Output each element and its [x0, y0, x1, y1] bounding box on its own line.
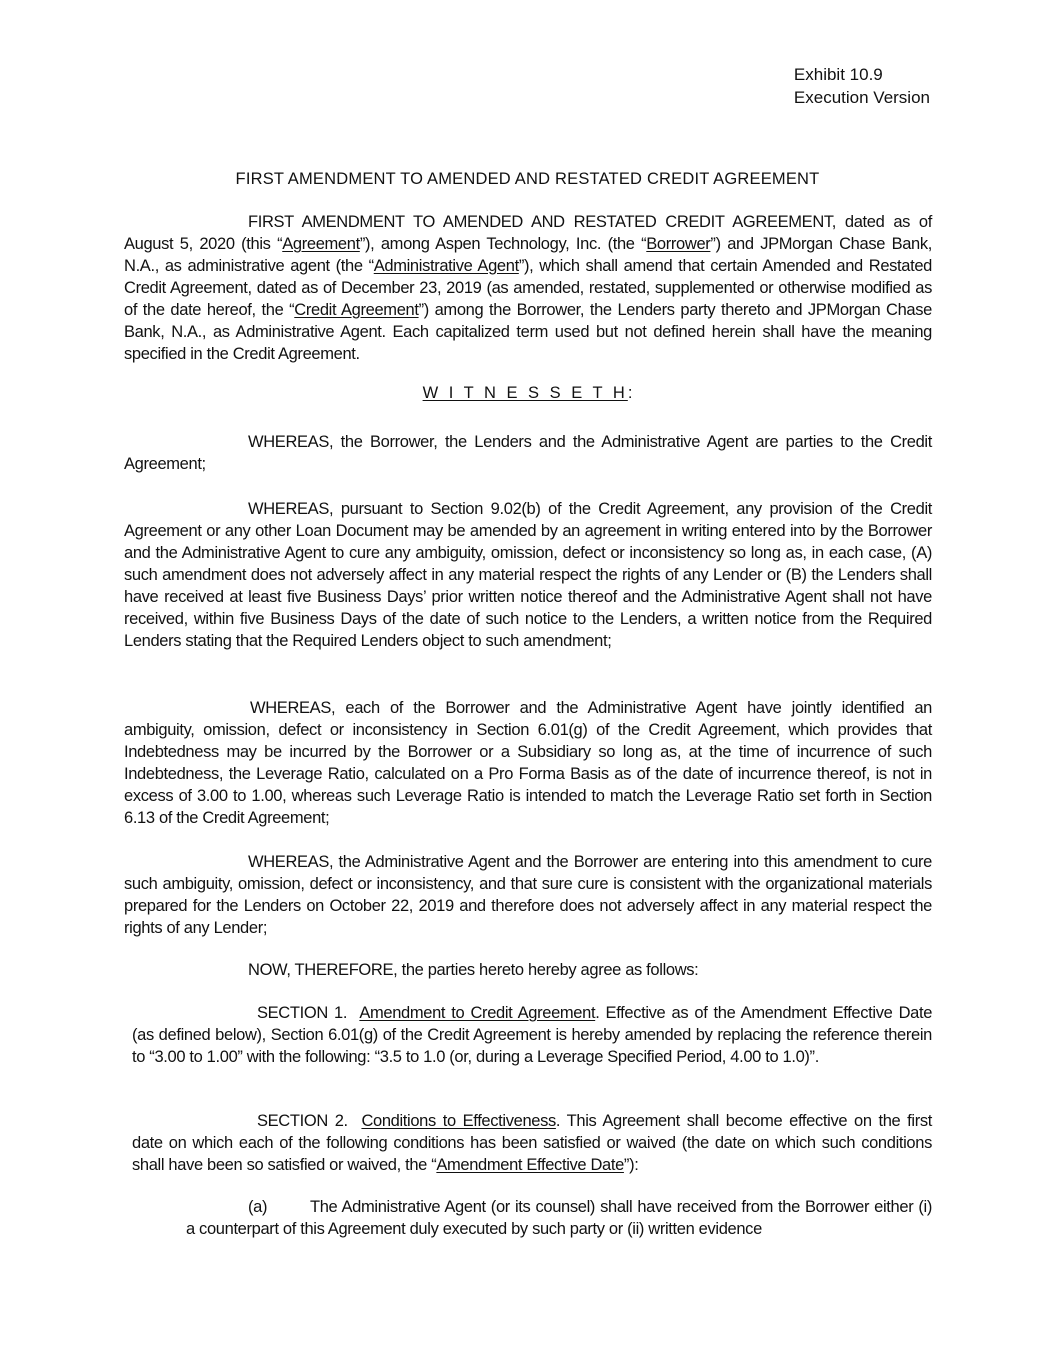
exhibit-header	[794, 63, 930, 109]
defined-term-borrower: Borrower	[646, 235, 711, 253]
section-2-heading: Conditions to Effectiveness	[361, 1112, 556, 1130]
whereas-paragraph-4: WHEREAS, the Administrative Agent and the Borrower are entering into this amendment to cure such ambiguity, omission, defect or inconsistency, and that sure cure is consistent with the organizational materials prepared for the Lenders on October 22, 2019 and therefore does not adversely affect in any material respect the rights of any Lender;	[124, 853, 932, 937]
defined-term-amendment-effective-date: Amendment Effective Date	[436, 1156, 624, 1174]
section-1: SECTION 1. Amendment to Credit Agreement. Effective as of the Amendment Effective Date (as defined below), Section 6.01(g) of the Credit Agreement is hereby amended by replacing the reference therein to “3.00 to 1.00” with the following: “3.5 to 1.0 (or, during a Leverage Specified Period, 4.00 to 1.0)”.	[132, 1004, 933, 1066]
intro-text: FIRST AMENDMENT TO AMENDED AND RESTATED CREDIT AGREEMENT, dated as of August 5, 2020 (this “	[124, 213, 932, 253]
witnesseth-heading: W I T N E S S E T H:	[422, 384, 633, 402]
document-title: FIRST AMENDMENT TO AMENDED AND RESTATED CREDIT AGREEMENT	[235, 170, 820, 188]
whereas-paragraph-1: WHEREAS, the Borrower, the Lenders and the Administrative Agent are parties to the Credit Agreement;	[124, 433, 932, 473]
defined-term-agreement: Agreement	[282, 235, 360, 253]
section-2: SECTION 2. Conditions to Effectiveness. This Agreement shall become effective on the first date on which each of the following conditions has been satisfied or waived (the date on which such conditions shall have been so satisfied or waived, the “Amendment Effective Date”):	[132, 1112, 933, 1174]
section-2-label: SECTION 2.	[257, 1112, 348, 1130]
defined-term-credit-agreement: Credit Agreement	[294, 301, 419, 319]
item-a-label: (a)	[248, 1198, 268, 1216]
intro-paragraph: FIRST AMENDMENT TO AMENDED AND RESTATED CREDIT AGREEMENT, dated as of August 5, 2020 (this “Agreement”), among Aspen Technology, Inc. (the “Borrower”) and JPMorgan Chase Bank, N.A., as administrative agent (the “Administrative Agent”), which shall amend that certain Amended and Restated Credit Agreement, dated as of December 23, 2019 (as amended, restated, supplemented or otherwise modified as of the date hereof, the “Credit Agreement”) among the Borrower, the Lenders party thereto and JPMorgan Chase Bank, N.A., as Administrative Agent. Each capitalized term used but not defined herein shall have the meaning specified in the Credit Agreement.	[124, 213, 933, 363]
whereas-paragraph-3: WHEREAS, each of the Borrower and the Administrative Agent have jointly identified an ambiguity, omission, defect or inconsistency in Section 6.01(g) of the Credit Agreement, which provides that Indebtedness may be incurred by the Borrower or a Subsidiary so long as, at the time of incurrence of such Indebtedness, the Leverage Ratio, calculated on a Pro Forma Basis as of the date of incurrence thereof, is not in excess of 3.00 to 1.00, whereas such Leverage Ratio is intended to match the Leverage Ratio set forth in Section 6.13 of the Credit Agreement;	[124, 699, 932, 827]
section-1-heading: Amendment to Credit Agreement	[359, 1004, 596, 1022]
execution-version: Execution Version	[793, 88, 930, 107]
section-1-label: SECTION 1.	[257, 1004, 348, 1022]
exhibit-number: Exhibit 10.9	[793, 65, 883, 84]
whereas-paragraph-2: WHEREAS, pursuant to Section 9.02(b) of the Credit Agreement, any provision of the Credit Agreement or any other Loan Document may be amended by an agreement in writing entered into by the Borrower and the Administrative Agent to cure any ambiguity, omission, defect or inconsistency so long as, in each case, (A) such amendment does not adversely affect in any material respect the rights of any Lender or (B) the Lenders shall have received at least five Business Days’ prior written notice thereof and the Administrative Agent shall not have received, within five Business Days of the date of such notice to the Lenders, a written notice from the Required Lenders stating that the Required Lenders object to such amendment;	[124, 500, 932, 650]
section-2-item-a: (a) The Administrative Agent (or its counsel) shall have received from the Borrower either (i) a counterpart of this Agreement duly executed by such party or (ii) written evidence	[186, 1198, 932, 1238]
now-therefore-clause: NOW, THEREFORE, the parties hereto hereby agree as follows:	[248, 961, 699, 979]
defined-term-administrative-agent: Administrative Agent	[373, 257, 519, 275]
